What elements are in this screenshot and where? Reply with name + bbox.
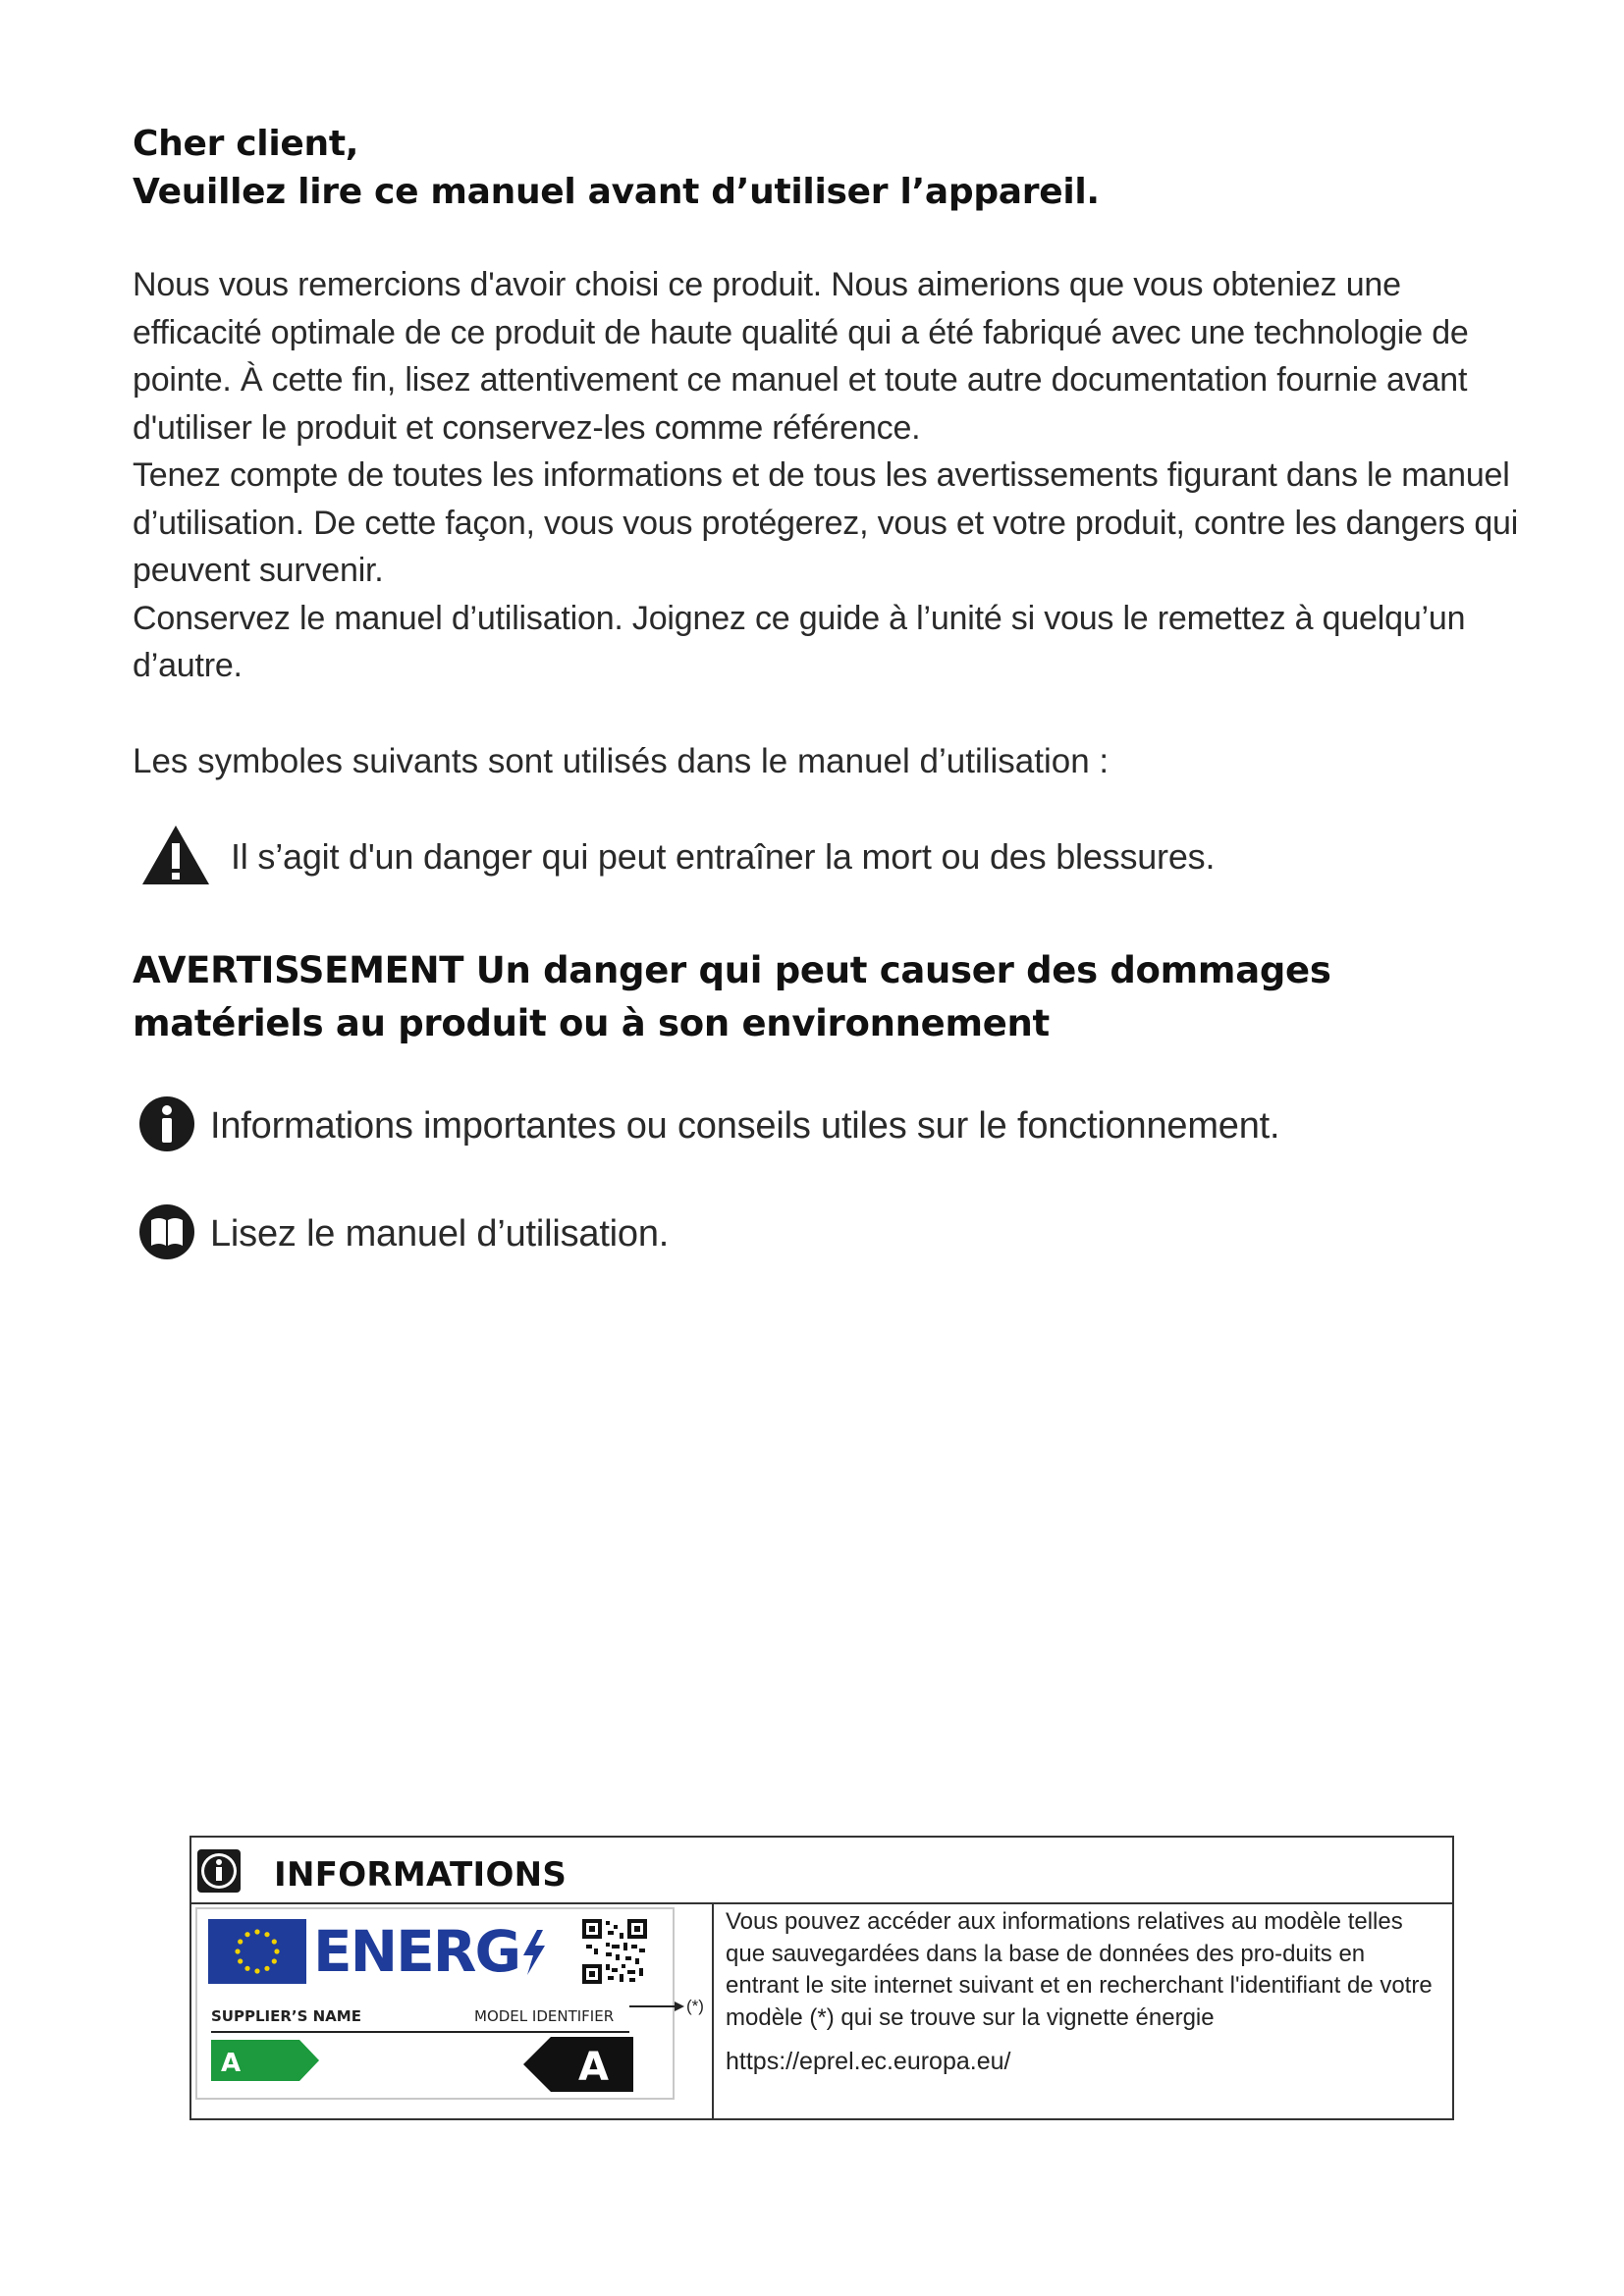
product-class-arrow xyxy=(523,2037,633,2092)
information-box-title: INFORMATIONS xyxy=(274,1855,568,1895)
read-manual-line: Veuillez lire ce manuel avant d’utiliser l’appareil. xyxy=(133,172,1100,212)
info-symbol-text: Informations importantes ou conseils utiles sur le fonctionnement. xyxy=(210,1104,1280,1147)
info-circle-icon xyxy=(137,1095,196,1157)
info-symbol-row xyxy=(137,1095,1279,1156)
symbols-lead: Les symboles suivants sont utilisés dans le manuel d’utilisation : xyxy=(133,742,1110,780)
intro-paragraph-warnings: Tenez compte de toutes les informations et de tous les avertissements figurant dans le manuel d’utilisation. De cette façon, vous vous protégerez, vous et votre produit, contre les dangers qui peuvent survenir. xyxy=(133,456,1519,589)
intro-paragraph-thanks: Nous vous remercions d'avoir choisi ce produit. Nous aimerions que vous obteniez une efficacité optimale de ce produit de haute qualité qui a été fabriqué avec une technologie de pointe. À cette fin, lisez attentivement ce manuel et toute autre documentation fournie avant d'utiliser le produit et conservez-les comme référence. xyxy=(133,266,1469,447)
pointer-mark: (*) xyxy=(686,1997,704,2015)
intro-paragraph-keep-manual: Conservez le manuel d’utilisation. Joignez ce guide à l’unité si vous le remettez à quelqu’un d’autre. xyxy=(133,599,1466,684)
lightning-icon xyxy=(521,1930,547,1975)
manual-symbol-text: Lisez le manuel d’utilisation. xyxy=(210,1212,670,1255)
eu-flag-icon xyxy=(208,1919,306,1984)
energy-label-area xyxy=(191,1904,714,2120)
greeting-heading xyxy=(133,120,1527,216)
intro-text xyxy=(133,261,1527,690)
warning-line-2: matériels au produit ou à son environnement xyxy=(133,1002,1050,1044)
danger-symbol-row xyxy=(140,825,1215,889)
information-box xyxy=(189,1836,1454,2120)
info-square-icon xyxy=(195,1847,243,1898)
warning-heading xyxy=(133,944,1507,1050)
pointer-arrow-icon xyxy=(629,2000,684,2013)
supplier-name: SUPPLIER’S NAME xyxy=(211,2007,361,2025)
energy-brand-text: ENERG xyxy=(313,1918,520,1985)
manual-symbol-row xyxy=(137,1203,669,1264)
efficiency-scale-arrow xyxy=(211,2040,321,2081)
scale-class-text: A xyxy=(221,2049,242,2078)
model-identifier: MODEL IDENTIFIER xyxy=(474,2007,615,2025)
warning-line-1: AVERTISSEMENT Un danger qui peut causer des dommages xyxy=(133,949,1331,991)
information-text: Vous pouvez accéder aux informations relatives au modèle telles que sauvegardées dans la base de données des pro-duits en entrant le site internet suivant et en recherchant l'identifiant de votre modèle (*) qui se trouve sur la vignette énergie xyxy=(726,1908,1433,2031)
information-box-header xyxy=(191,1838,1452,1904)
energy-brand xyxy=(313,1917,547,1986)
danger-symbol-text: Il s’agit d'un danger qui peut entraîner la mort ou des blessures. xyxy=(231,836,1216,877)
book-circle-icon xyxy=(137,1202,196,1265)
eprel-link[interactable]: https://eprel.ec.europa.eu/ xyxy=(726,2048,1011,2075)
product-class-text: A xyxy=(578,2045,609,2090)
label-divider xyxy=(211,2031,629,2033)
energy-label xyxy=(195,1907,675,2100)
information-text-area xyxy=(714,1904,1452,2120)
greeting-line: Cher client, xyxy=(133,124,359,164)
qr-code-icon xyxy=(582,1919,647,1984)
warning-triangle-icon xyxy=(140,824,211,890)
